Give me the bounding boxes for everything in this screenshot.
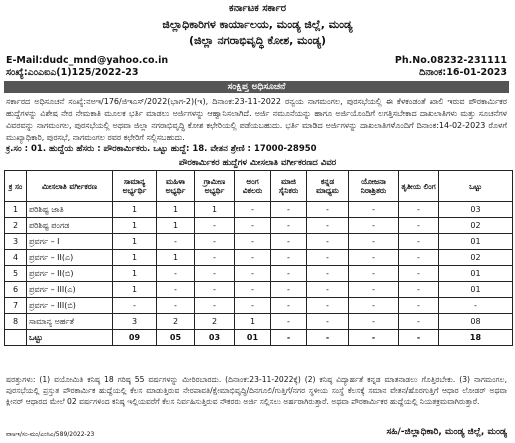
table-cell: - bbox=[307, 202, 349, 218]
table-cell: 02 bbox=[439, 250, 513, 266]
email-text: E-Mail:dudc_mnd@yahoo.co.in bbox=[6, 55, 169, 66]
table-cell: - bbox=[307, 234, 349, 250]
table-row bbox=[5, 202, 513, 218]
table-cell: - bbox=[235, 282, 271, 298]
table-cell: 09 bbox=[113, 330, 157, 346]
table-cell: 8 bbox=[5, 314, 27, 330]
table-cell: - bbox=[235, 266, 271, 282]
table-cell: - bbox=[235, 218, 271, 234]
table-cell: - bbox=[399, 298, 439, 314]
table-cell: - bbox=[349, 330, 399, 346]
table-cell: 2 bbox=[5, 218, 27, 234]
table-cell: - bbox=[349, 314, 399, 330]
table-cell: - bbox=[349, 234, 399, 250]
notice-paragraph: ಸರ್ಕಾರದ ಅಧಿಸೂಚನೆ ಸಂಖ್ಯೆ:ನಅಇ/176/ಜಿಇಎಸ್/2022(ಭಾಗ-2)(ಇ), ದಿನಾಂಕ:23-11-2022 ರನ್ವಯ ನಾಗಮಂಗಲ, ಪುರಸಭೆಯಲ್ಲಿ ಈ ಕೆಳಕಂಡಂತೆ ಖಾಲಿ ಇರುವ ಪೌರಕಾರ್ಮಿಕರ ಹುದ್ದೆಗಳನ್ನು ವಿಶೇಷ ನೇರ ನೇಮಕಾತಿ ಮೂಲಕ ಭರ್ತಿ ಮಾಡಲು ಅರ್ಜಿಗಳನ್ನು ಆಹ್ವಾನಿಸಲಾಗಿದೆ. ಅರ್ಜಿ ನಮೂನೆಯನ್ನು ಹಾಗೂ ಅರ್ಜಿಯೊಂದಿಗೆ ಲಗತ್ತಿಸಬೇಕಾದ ದಾಖಲಾತಿಗಳು ಮತ್ತು ಸೂಚನೆಗಳ ವಿವರವನ್ನು ನಾಗಮಂಗಲ, ಪುರಸಭೆಯಲ್ಲಿ ಅಥವಾ ಜಿಲ್ಲಾ ನಗರಾಭಿವೃದ್ಧಿ ಕೋಶ ಕಛೇರಿಯಲ್ಲಿ ಪಡೆಯಬಹುದು. ಭರ್ತಿ ಮಾಡಿದ ಅರ್ಜಿಗಳನ್ನು ದಾಖಲಾತಿಗಳೊಂದಿಗೆ ದಿನಾಂಕ:14-02-2023 ರೊಳಗೆ ಮುಖ್ಯಾಧಿಕಾರಿ, ಪುರಸಭೆ, ನಾಗಮಂಗಲ ರವರ ಕಛೇರಿಗೆ ಸಲ್ಲಿಸಬಹುದು. bbox=[6, 97, 507, 142]
table-cell: - bbox=[235, 202, 271, 218]
table-row bbox=[5, 266, 513, 282]
table-cell: - bbox=[235, 250, 271, 266]
table-cell: - bbox=[307, 314, 349, 330]
column-header: ಒಟ್ಟು bbox=[439, 171, 513, 202]
table-cell: 1 bbox=[113, 250, 157, 266]
table-row bbox=[5, 218, 513, 234]
table-cell: ಪರಿಶಿಷ್ಟ ಜಾತಿ bbox=[27, 202, 113, 218]
table-cell: 01 bbox=[235, 330, 271, 346]
table-cell: - bbox=[271, 330, 307, 346]
table-cell: - bbox=[349, 202, 399, 218]
table-cell: 1 bbox=[5, 202, 27, 218]
reservation-table bbox=[4, 170, 513, 346]
table-cell: 01 bbox=[439, 266, 513, 282]
conditions-text: ಷರತ್ತುಗಳು: (1) ವಯೋಮಿತಿ ಕನಿಷ್ಠ 18 ಗರಿಷ್ಠ 55 ವರ್ಷಗಳನ್ನು ಮೀರಿರಬಾರದು. (ದಿನಾಂಕ:23-11-2022ಕ್ಕೆ) (2) ಕನಿಷ್ಠ ವಿದ್ಯಾರ್ಹತೆ ಕನ್ನಡ ಮಾತನಾಡಲು ಗೊತ್ತಿರಬೇಕು. (3) ನಾಗಮಂಗಲ, ಪುರಸಭೆಯಲ್ಲಿ ಪ್ರಸ್ತುತ ಪೌರಕಾರ್ಮಿಕ ಹುದ್ದೆಯಲ್ಲಿ ಕೆಲಸ ಮಾಡುತ್ತಿರುವ ನೇರಪಾವತಿ/ಕ್ಷೇಮಾಭಿವೃದ್ಧಿ/ದಿನಗೂಲಿ/ಗುತ್ತಿಗೆ/ನಗರ ಸ್ಥಳೀಯ ಸಂಸ್ಥೆ ಕೆಲಸಕ್ಕೆ ಸಮಾನ ವೇತನ/ಹೊರಗುತ್ತಿಗೆ ಆಧಾರ ಲೋಡರ್ ಅಥವಾ ಕ್ಲೀನರ್ ಆಧಾರದ ಮೇಲೆ 02 ವರ್ಷಗಳಿಂದ ಕನಿಷ್ಠ ಇಲ್ಲಿಯವರೆಗೆ ಕೆಲಸ ನಿರ್ವಹಿಸುತ್ತಿರುವ ನೌಕರರು ಅರ್ಜಿ ಸಲ್ಲಿಸಲು ಅರ್ಹರಾಗಿರುತ್ತಾರೆ. ಅಥವಾ ಪೌರಕಾರ್ಮಿಕರ ಹುದ್ದೆಯಲ್ಲಿ ನಿಯತಕ್ರಮವಾಗಿರುತ್ತಾರೆ. bbox=[6, 375, 507, 406]
table-cell: 4 bbox=[5, 250, 27, 266]
table-row bbox=[5, 234, 513, 250]
post-details: ಕ್ರ.ಸಂ : 01. ಹುದ್ದೆಯ ಹೆಸರು : ಪೌರಕಾರ್ಮಿಕರು. ಒಟ್ಟು ಹುದ್ದೆ: 18. ವೇತನ ಶ್ರೇಣಿ : 17000-28950 bbox=[6, 144, 317, 154]
table-cell: - bbox=[271, 282, 307, 298]
table-cell: - bbox=[399, 330, 439, 346]
table-cell: 03 bbox=[439, 202, 513, 218]
table-cell: - bbox=[307, 218, 349, 234]
table-cell: 08 bbox=[439, 314, 513, 330]
table-cell bbox=[5, 330, 27, 346]
table-cell: 2 bbox=[157, 314, 195, 330]
table-cell: 5 bbox=[5, 266, 27, 282]
table-cell: - bbox=[399, 250, 439, 266]
table-cell: - bbox=[399, 218, 439, 234]
table-cell: 1 bbox=[113, 234, 157, 250]
table-cell: - bbox=[439, 298, 513, 314]
column-header: ಯೋಜನಾ ನಿರಾಶ್ರಿತರು bbox=[349, 171, 399, 202]
table-cell: - bbox=[195, 234, 235, 250]
table-cell: 03 bbox=[195, 330, 235, 346]
phone-number: Ph.No.08232-231111 bbox=[394, 55, 507, 66]
table-cell: - bbox=[307, 250, 349, 266]
table-cell: - bbox=[235, 234, 271, 250]
table-cell: 05 bbox=[157, 330, 195, 346]
table-cell: - bbox=[195, 218, 235, 234]
table-cell: - bbox=[307, 330, 349, 346]
table-cell: - bbox=[271, 202, 307, 218]
table-cell: 6 bbox=[5, 282, 27, 298]
table-cell: 2 bbox=[195, 314, 235, 330]
table-cell: 1 bbox=[113, 282, 157, 298]
table-cell: - bbox=[157, 282, 195, 298]
table-cell: - bbox=[235, 298, 271, 314]
table-caption: ಪೌರಕಾರ್ಮಿಕರ ಹುದ್ದೆಗಳ ಮೀಸಲಾತಿ ವರ್ಗೀಕರಣದ ವಿವರ bbox=[178, 158, 337, 168]
table-cell: 3 bbox=[113, 314, 157, 330]
table-cell: ಒಟ್ಟು bbox=[27, 330, 113, 346]
table-cell: - bbox=[157, 234, 195, 250]
table-row bbox=[5, 250, 513, 266]
table-cell: - bbox=[399, 202, 439, 218]
table-cell: - bbox=[271, 266, 307, 282]
table-cell: ಸಾಮಾನ್ಯ ಅರ್ಹತೆ bbox=[27, 314, 113, 330]
column-header: ಅಂಗ ವಿಕಲರು bbox=[235, 171, 271, 202]
table-cell: - bbox=[195, 250, 235, 266]
table-cell: ಪ್ರವರ್ಗ – II(ಎ) bbox=[27, 250, 113, 266]
table-cell: ಪರಿಶಿಷ್ಟ ಪಂಗಡ bbox=[27, 218, 113, 234]
table-cell: 1 bbox=[113, 266, 157, 282]
table-cell: 1 bbox=[157, 250, 195, 266]
table-cell: 1 bbox=[235, 314, 271, 330]
table-cell: ಪ್ರವರ್ಗ – III(ಬಿ) bbox=[27, 298, 113, 314]
table-cell: - bbox=[399, 234, 439, 250]
table-cell: - bbox=[399, 282, 439, 298]
table-cell: - bbox=[307, 298, 349, 314]
column-header: ಗ್ರಾಮೀಣ ಅಭ್ಯರ್ಥಿ bbox=[195, 171, 235, 202]
notification-band: ಸಂಕ್ಷಿಪ್ತ ಅಧಿಸೂಚನೆ bbox=[4, 81, 509, 93]
table-cell: - bbox=[307, 266, 349, 282]
govt-title: ಕರ್ನಾಟಕ ಸರ್ಕಾರ bbox=[228, 3, 287, 14]
table-cell: - bbox=[271, 250, 307, 266]
office-title: ಜಿಲ್ಲಾಧಿಕಾರಿಗಳ ಕಾರ್ಯಾಲಯ, ಮಂಡ್ಯ ಜಿಲ್ಲೆ, ಮಂಡ್ಯ bbox=[162, 18, 353, 31]
table-cell: - bbox=[349, 298, 399, 314]
table-cell: 1 bbox=[113, 202, 157, 218]
table-cell: ಪ್ರವರ್ಗ – III(ಎ) bbox=[27, 282, 113, 298]
column-header: ತೃತೀಯ ಲಿಂಗ bbox=[399, 171, 439, 202]
table-cell: 01 bbox=[439, 234, 513, 250]
table-cell: 1 bbox=[157, 202, 195, 218]
column-header: ಮಾಜಿ ಸೈನಿಕರು bbox=[271, 171, 307, 202]
table-cell: - bbox=[271, 298, 307, 314]
table-cell: 01 bbox=[439, 282, 513, 298]
table-cell: 1 bbox=[195, 202, 235, 218]
table-cell: ಪ್ರವರ್ಗ – II(ಬಿ) bbox=[27, 266, 113, 282]
table-cell: - bbox=[195, 298, 235, 314]
table-cell: - bbox=[271, 218, 307, 234]
column-header: ಕನ್ನಡ ಮಾಧ್ಯಮ bbox=[307, 171, 349, 202]
table-cell: - bbox=[113, 298, 157, 314]
table-cell: 18 bbox=[439, 330, 513, 346]
table-cell: - bbox=[271, 234, 307, 250]
notice-date: ದಿನಾಂಕ:16-01-2023 bbox=[419, 67, 507, 78]
cell-title: (ಜಿಲ್ಲಾ ನಗರಾಭಿವೃದ್ಧಿ ಕೋಶ, ಮಂಡ್ಯ) bbox=[188, 34, 327, 47]
column-header: ಮಹಿಳಾ ಅಭ್ಯರ್ಥಿ bbox=[157, 171, 195, 202]
table-cell: - bbox=[399, 314, 439, 330]
reference-number: ಸಂಖ್ಯೆ:ಎಂಎಐಎ(1)125/2022-23 bbox=[6, 67, 139, 78]
table-cell: 1 bbox=[157, 218, 195, 234]
column-header: ಸಾಮಾನ್ಯ ಅರ್ಭ್ಯರ್ಥಿ bbox=[113, 171, 157, 202]
table-header-row bbox=[5, 171, 513, 202]
table-cell: - bbox=[349, 250, 399, 266]
table-row bbox=[5, 314, 513, 330]
table-cell: - bbox=[157, 266, 195, 282]
table-row bbox=[5, 282, 513, 298]
footer-reference: ವಾಅಇ/ಸಂ-ಮಂ/ಎಂಸಿಎ/589/2022-23 bbox=[6, 431, 95, 438]
total-row bbox=[5, 330, 513, 346]
table-cell: - bbox=[349, 218, 399, 234]
table-cell: 3 bbox=[5, 234, 27, 250]
table-cell: - bbox=[271, 314, 307, 330]
table-cell: 02 bbox=[439, 218, 513, 234]
column-header: ಕ್ರ ಸಂ bbox=[5, 171, 27, 202]
column-header: ಮೀಸಲಾತಿ ವರ್ಗೀಕರಣ bbox=[27, 171, 113, 202]
table-cell: 7 bbox=[5, 298, 27, 314]
table-cell: - bbox=[195, 266, 235, 282]
table-cell: - bbox=[195, 282, 235, 298]
table-cell: 1 bbox=[113, 218, 157, 234]
table-cell: - bbox=[349, 266, 399, 282]
table-row bbox=[5, 298, 513, 314]
table-cell: - bbox=[157, 298, 195, 314]
signature-line: ಸಹಿ/-ಜಿಲ್ಲಾಧಿಕಾರಿ, ಮಂಡ್ಯ ಜಿಲ್ಲೆ, ಮಂಡ್ಯ bbox=[386, 427, 507, 437]
table-cell: - bbox=[399, 266, 439, 282]
table-cell: ಪ್ರವರ್ಗ – I bbox=[27, 234, 113, 250]
table-cell: - bbox=[307, 282, 349, 298]
table-cell: - bbox=[349, 282, 399, 298]
